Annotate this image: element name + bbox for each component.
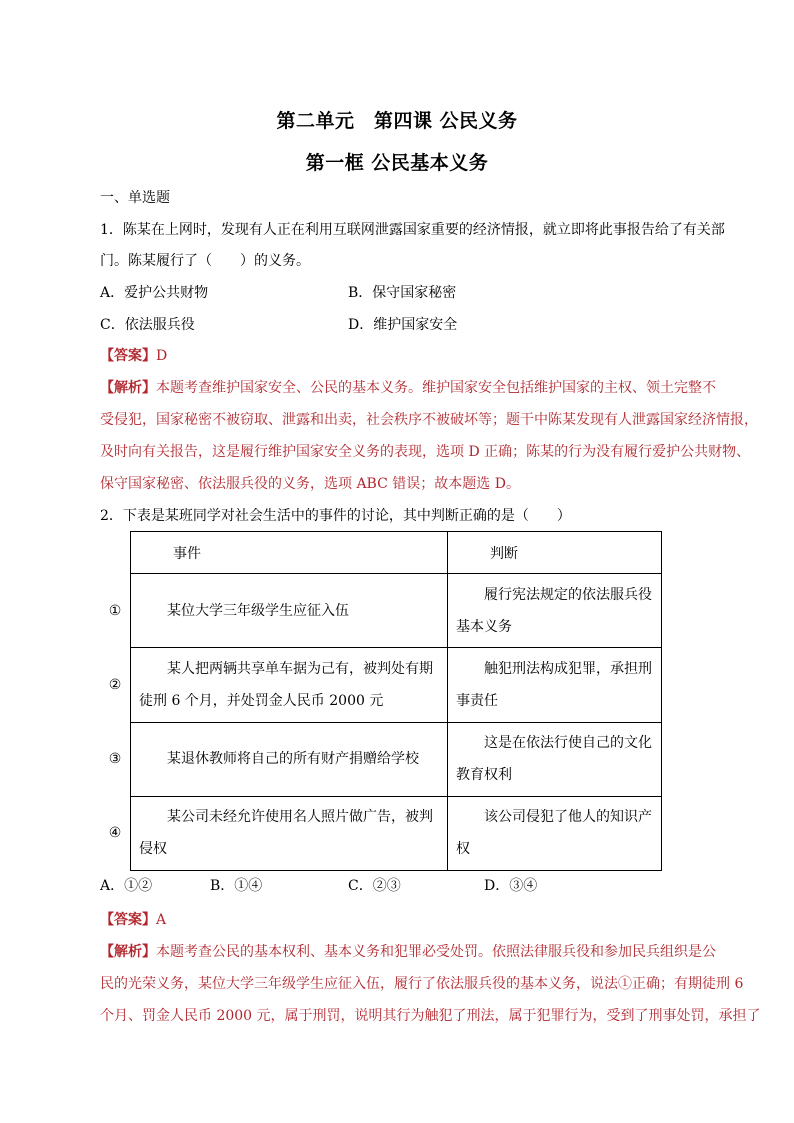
- q2-analysis-line2: 民的光荣义务，某位大学三年级学生应征入伍，履行了依法服兵役的基本义务，说法①正确；有期徒刑 6: [100, 976, 744, 992]
- events-table: [100, 531, 662, 871]
- q1-answer-value: D: [156, 348, 168, 364]
- q1-analysis-label: 【解析】: [100, 380, 156, 396]
- row-event: 某公司未经允许使用名人照片做广告，被判侵权: [139, 809, 433, 858]
- q2-analysis-line3: 个月、罚金人民币 2000 元，属于刑罚，说明其行为触犯了刑法，属于犯罪行为，受到了刑事处罚，承担了: [100, 1008, 761, 1024]
- q2-option-c[interactable]: C．②③: [348, 878, 401, 894]
- q2-analysis-label: 【解析】: [100, 944, 156, 960]
- row-event: 某退休教师将自己的所有财产捐赠给学校: [167, 751, 419, 768]
- q2-stem: 2．下表是某班同学对社会生活中的事件的讨论，其中判断正确的是（ ）: [100, 508, 571, 524]
- row-index: ④: [108, 825, 122, 842]
- table-row: [100, 648, 662, 722]
- table-header-row: [100, 532, 662, 574]
- row-event: 某人把两辆共享单车据为己有，被判处有期徒刑 6 个月，并处罚金人民币 2000 元: [139, 660, 433, 709]
- row-judgement: 履行宪法规定的依法服兵役基本义务: [456, 586, 652, 635]
- q1-option-c[interactable]: C．依法服兵役: [100, 317, 195, 333]
- q1-analysis-line4: 保守国家秘密、依法服兵役的义务，选项 ABC 错误；故本题选 D。: [100, 476, 520, 492]
- q2-analysis-text1: 本题考查公民的基本权利、基本义务和犯罪必受处罚。依照法律服兵役和参加民兵组织是公: [156, 944, 716, 960]
- q2-analysis-line1: [100, 942, 720, 962]
- table-row: [100, 796, 662, 870]
- q1-option-b[interactable]: B．保守国家秘密: [348, 285, 457, 301]
- q1-analysis-line3: 及时向有关报告，这是履行维护国家安全义务的表现，选项 D 正确；陈某的行为没有履行爱护公共财物、: [100, 444, 751, 460]
- page-title: 第二单元 第四课 公民义务: [276, 110, 518, 132]
- row-index: ②: [108, 676, 122, 693]
- table-header-index: [100, 532, 131, 574]
- row-index: ③: [108, 751, 122, 768]
- page-subtitle: 第一框 公民基本义务: [305, 152, 489, 174]
- q1-option-a[interactable]: A．爱护公共财物: [100, 285, 209, 301]
- q1-stem-line2: 门。陈某履行了（ ）的义务。: [100, 253, 310, 269]
- row-judgement: 触犯刑法构成犯罪，承担刑事责任: [456, 660, 652, 709]
- q2-answer-value: A: [156, 912, 167, 928]
- q1-stem-line1: 1．陈某在上网时，发现有人正在利用互联网泄露国家重要的经济情报，就立即将此事报告给了有关部: [100, 222, 725, 238]
- q1-answer: [100, 346, 720, 366]
- row-event: 某位大学三年级学生应征入伍: [167, 602, 349, 619]
- q2-option-a[interactable]: A．①②: [100, 878, 153, 894]
- q1-analysis-line1: [100, 378, 720, 398]
- row-judgement: 这是在依法行使自己的文化教育权利: [456, 735, 652, 784]
- q1-analysis-text1: 本题考查维护国家安全、公民的基本义务。维护国家安全包括维护国家的主权、领土完整不: [156, 380, 716, 396]
- q2-option-b[interactable]: B．①④: [210, 878, 263, 894]
- q1-answer-label: 【答案】: [100, 348, 156, 364]
- row-index: ①: [108, 602, 122, 619]
- table-header-judgement: 判断: [448, 532, 662, 574]
- q1-option-d[interactable]: D．维护国家安全: [348, 317, 458, 333]
- table-row: [100, 722, 662, 796]
- q2-option-d[interactable]: D．③④: [484, 878, 538, 894]
- q1-analysis-line2: 受侵犯，国家秘密不被窃取、泄露和出卖，社会秩序不被破坏等；题干中陈某发现有人泄露国家经济情报，: [100, 412, 758, 428]
- q2-answer-label: 【答案】: [100, 912, 156, 928]
- q2-answer: [100, 910, 720, 930]
- table-header-event: 事件: [131, 532, 448, 574]
- table-row: [100, 574, 662, 648]
- section-heading: 一、单选题: [100, 190, 170, 206]
- row-judgement: 该公司侵犯了他人的知识产权: [456, 809, 652, 858]
